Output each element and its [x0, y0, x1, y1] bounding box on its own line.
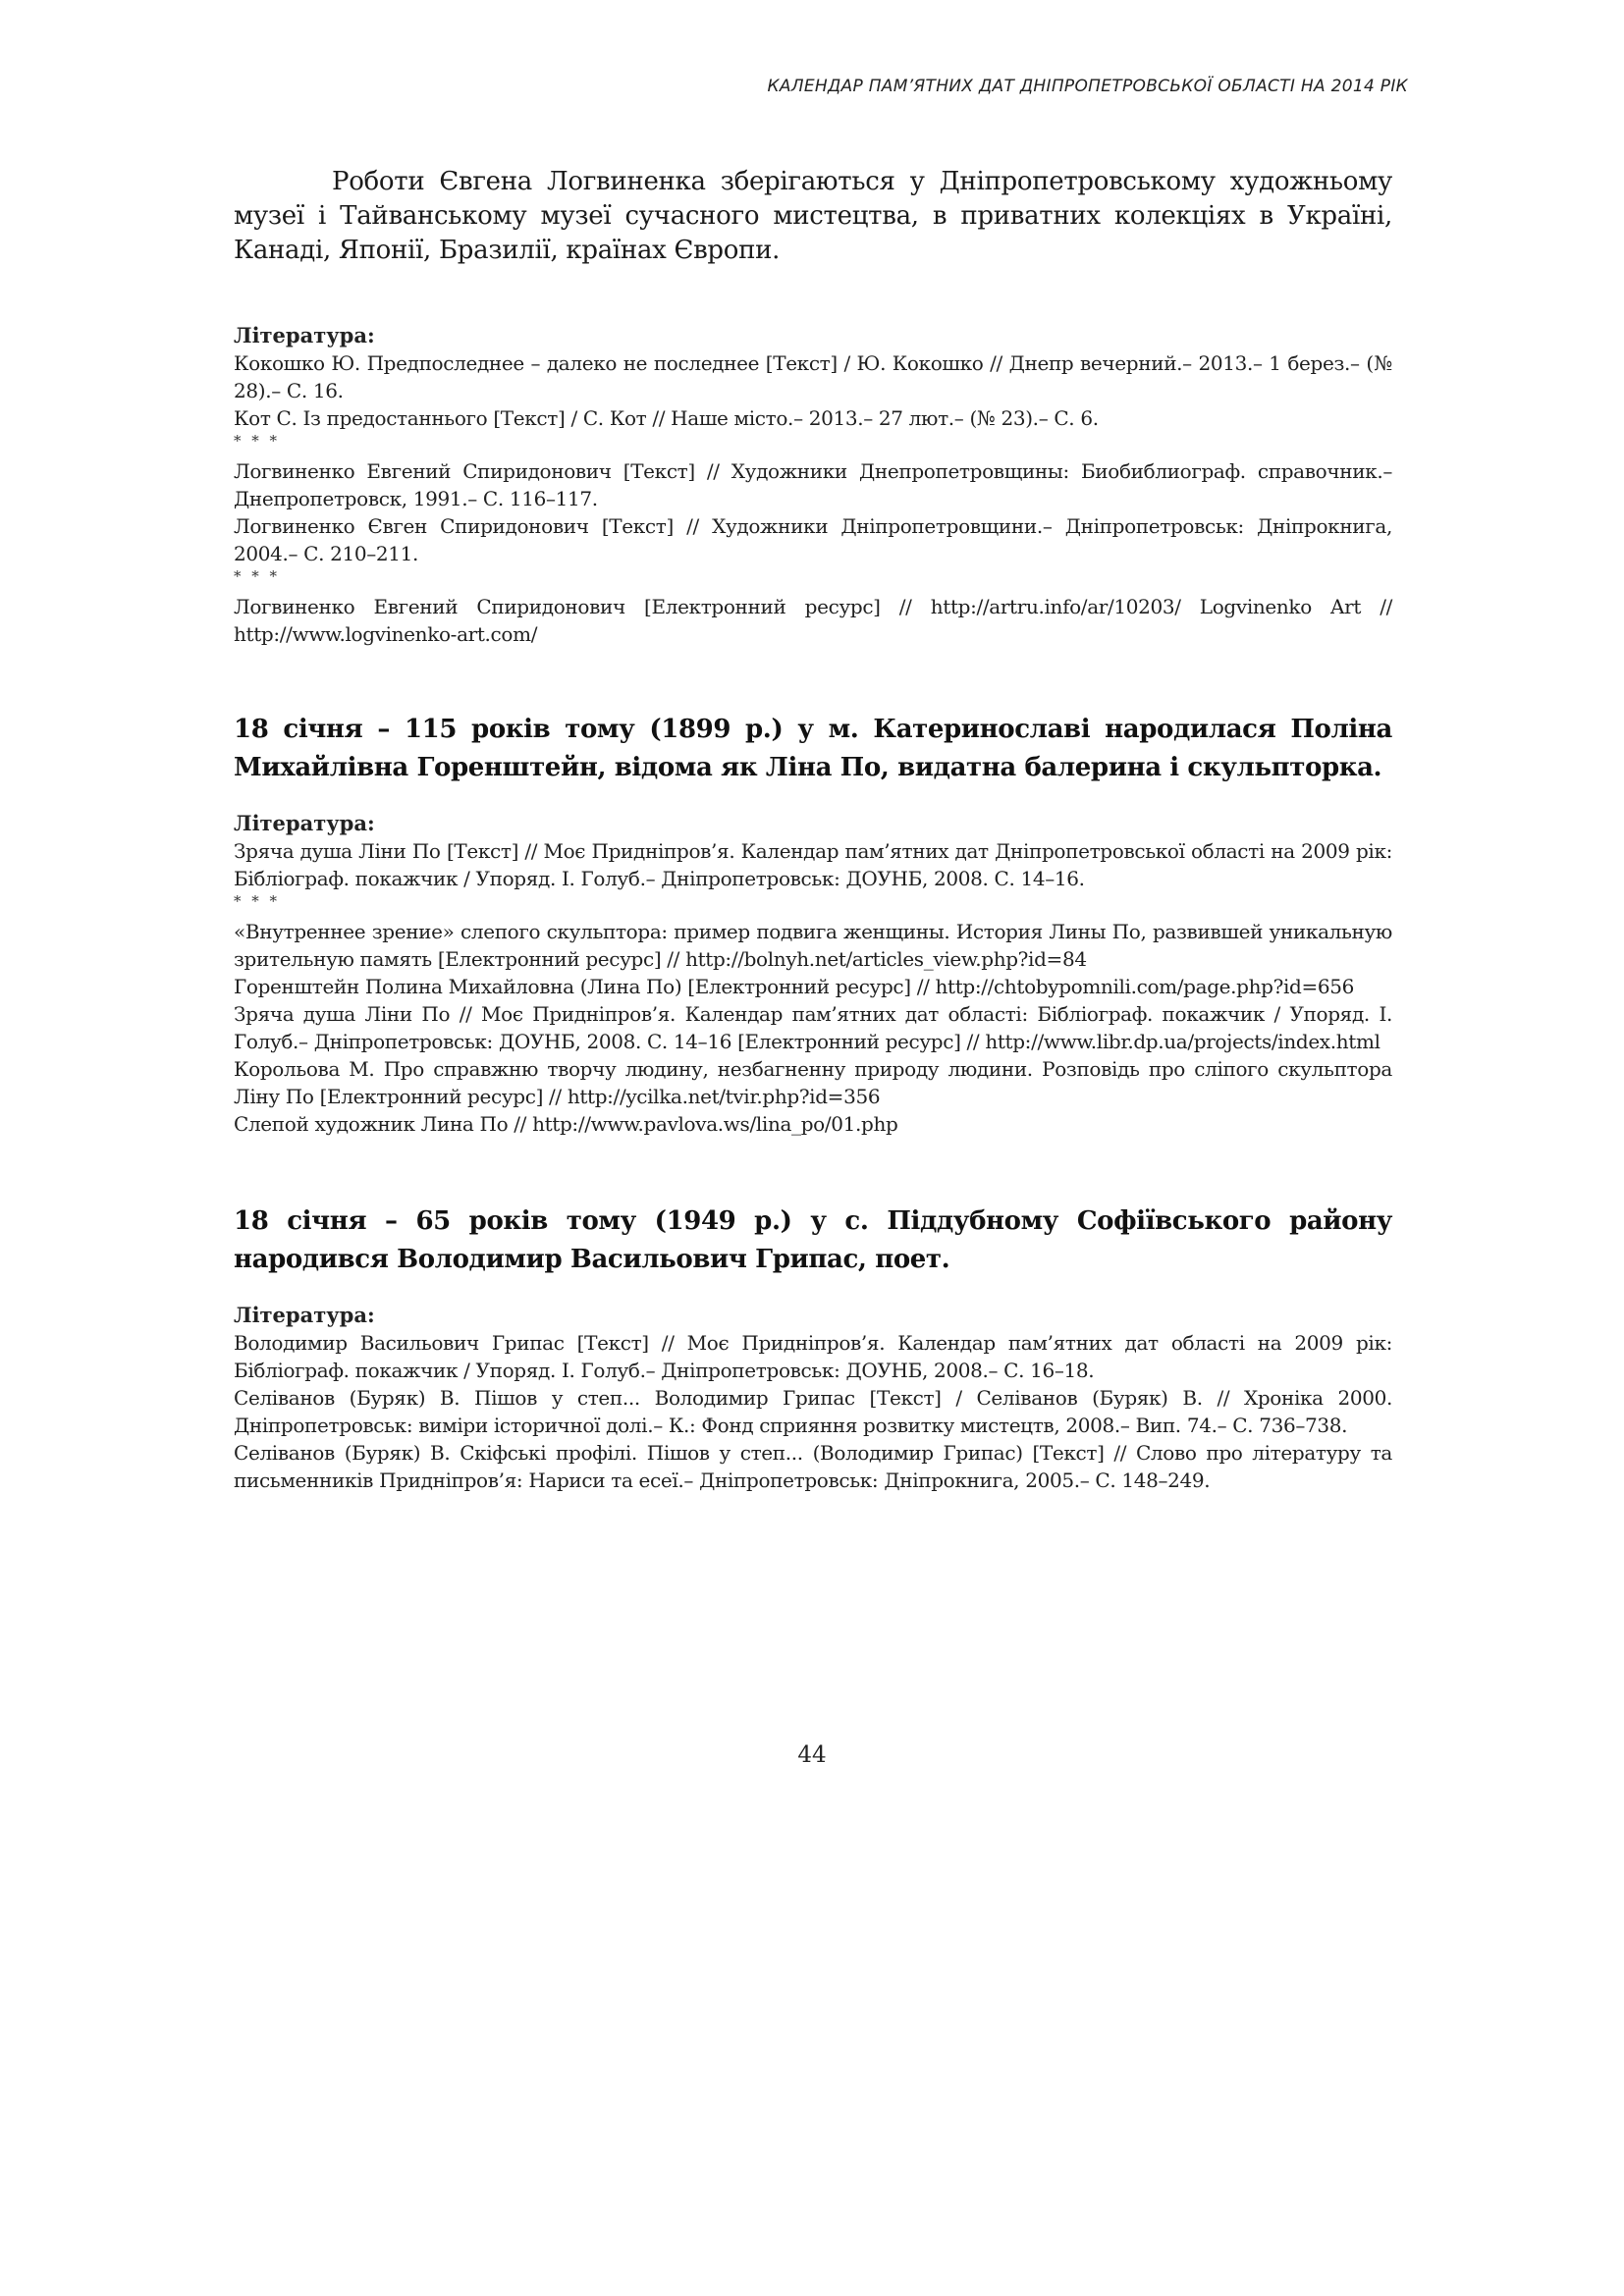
reference-item: Корольова М. Про справжню творчу людину, незбагненну природу людини. Розповідь про сліпого скульптора Ліну По [Електронний ресурс] // http://ycilka.net/tvir.php?id=356 — [234, 1057, 1392, 1108]
event-heading: 18 січня – 65 років тому (1949 р.) у с. Піддубному Софіївського району народився Володимир Васильович Грипас, поет. — [234, 1206, 1392, 1274]
page-content — [234, 165, 1392, 1494]
section-lina-po — [234, 711, 1392, 1138]
section-hrypas — [234, 1202, 1392, 1494]
literature-label: Література: — [234, 323, 375, 347]
literature-label: Література: — [234, 1303, 375, 1327]
reference-item: Логвиненко Євген Спиридонович [Текст] // Художники Дніпропетровщини.– Дніпропетровськ: Дніпрокнига, 2004.– С. 210–211. — [234, 514, 1392, 565]
page-number: 44 — [797, 1742, 827, 1768]
reference-item: Селіванов (Буряк) В. Пішов у степ... Володимир Грипас [Текст] / Селіванов (Буряк) В. // Хроніка 2000. Дніпропетровськ: виміри історичної долі.– К.: Фонд сприяння розвитку мистецтв, 2008.– Вип. 74.– С. 736–738. — [234, 1386, 1392, 1437]
reference-item: Кокошко Ю. Предпоследнее – далеко не последнее [Текст] / Ю. Кокошко // Днепр вечерний.– 2013.– 1 берез.– (№ 28).– С. 16. — [234, 351, 1392, 402]
reference-item: Селіванов (Буряк) В. Скіфські профілі. Пішов у степ... (Володимир Грипас) [Текст] // Слово про літературу та письменників Придніпров’я: Нариси та есеї.– Дніпропетровськ: Дніпрокнига, 2005.– С. 148–249. — [234, 1441, 1392, 1492]
reference-item: «Внутреннее зрение» слепого скульптора: пример подвига женщины. История Лины По, развившей уникальную зрительную память [Електронний ресурс] // http://bolnyh.net/articles_view.php?id=84 — [234, 920, 1392, 971]
separator-stars: * * * — [234, 432, 281, 450]
section-logvynenko — [234, 321, 1392, 648]
reference-item: Зряча душа Ліни По // Моє Придніпров’я. Календар пам’ятних дат області: Бібліограф. покажчик / Упоряд. І. Голуб.– Дніпропетровськ: ДОУНБ, 2008. С. 14–16 [Електронний ресурс] // http://www.libr.dp.ua/projects/index.html — [234, 1002, 1392, 1053]
reference-item: Логвиненко Евгений Спиридонович [Текст] // Художники Днепропетровщины: Биобиблиограф. справочник.– Днепропетровск, 1991.– С. 116–117. — [234, 459, 1392, 510]
running-header: КАЛЕНДАР ПАМ’ЯТНИХ ДАТ ДНІПРОПЕТРОВСЬКОЇ ОБЛАСТІ НА 2014 РІК — [767, 77, 1408, 96]
reference-item: Слепой художник Лина По // http://www.pavlova.ws/lina_po/01.php — [234, 1112, 898, 1136]
reference-item: Логвиненко Евгений Спиридонович [Електронний ресурс] // http://artru.info/ar/10203/ Logvinenko Art // http://www.logvinenko-art.com/ — [234, 595, 1392, 646]
reference-item: Володимир Васильович Грипас [Текст] // Моє Придніпров’я. Календар пам’ятних дат області на 2009 рік: Бібліограф. покажчик / Упоряд. І. Голуб.– Дніпропетровськ: ДОУНБ, 2008.– С. 16–18. — [234, 1331, 1392, 1382]
literature-label: Література: — [234, 811, 375, 835]
reference-item: Кот С. Із предостаннього [Текст] / С. Кот // Наше місто.– 2013.– 27 лют.– (№ 23).– С. 6. — [234, 406, 1099, 430]
reference-item: Горенштейн Полина Михайловна (Лина По) [Електронний ресурс] // http://chtobypomnili.com/page.php?id=656 — [234, 975, 1354, 998]
event-heading: 18 січня – 115 років тому (1899 р.) у м. Катеринославі народилася Поліна Михайлівна Горенштейн, відома як Ліна По, видатна балерина і скульпторка. — [234, 715, 1392, 782]
separator-stars: * * * — [234, 567, 281, 585]
reference-item: Зряча душа Ліни По [Текст] // Моє Придніпров’я. Календар пам’ятних дат Дніпропетровської області на 2009 рік: Бібліограф. покажчик / Упоряд. І. Голуб.– Дніпропетровськ: ДОУНБ, 2008. С. 14–16. — [234, 839, 1392, 890]
intro-paragraph: Роботи Євгена Логвиненка зберігаються у Дніпропетровському художньому музеї і Тайванському музеї сучасного мистецтва, в приватних колекціях в Україні, Канаді, Японії, Бразилії, країнах Європи. — [234, 167, 1392, 265]
separator-stars: * * * — [234, 892, 281, 910]
